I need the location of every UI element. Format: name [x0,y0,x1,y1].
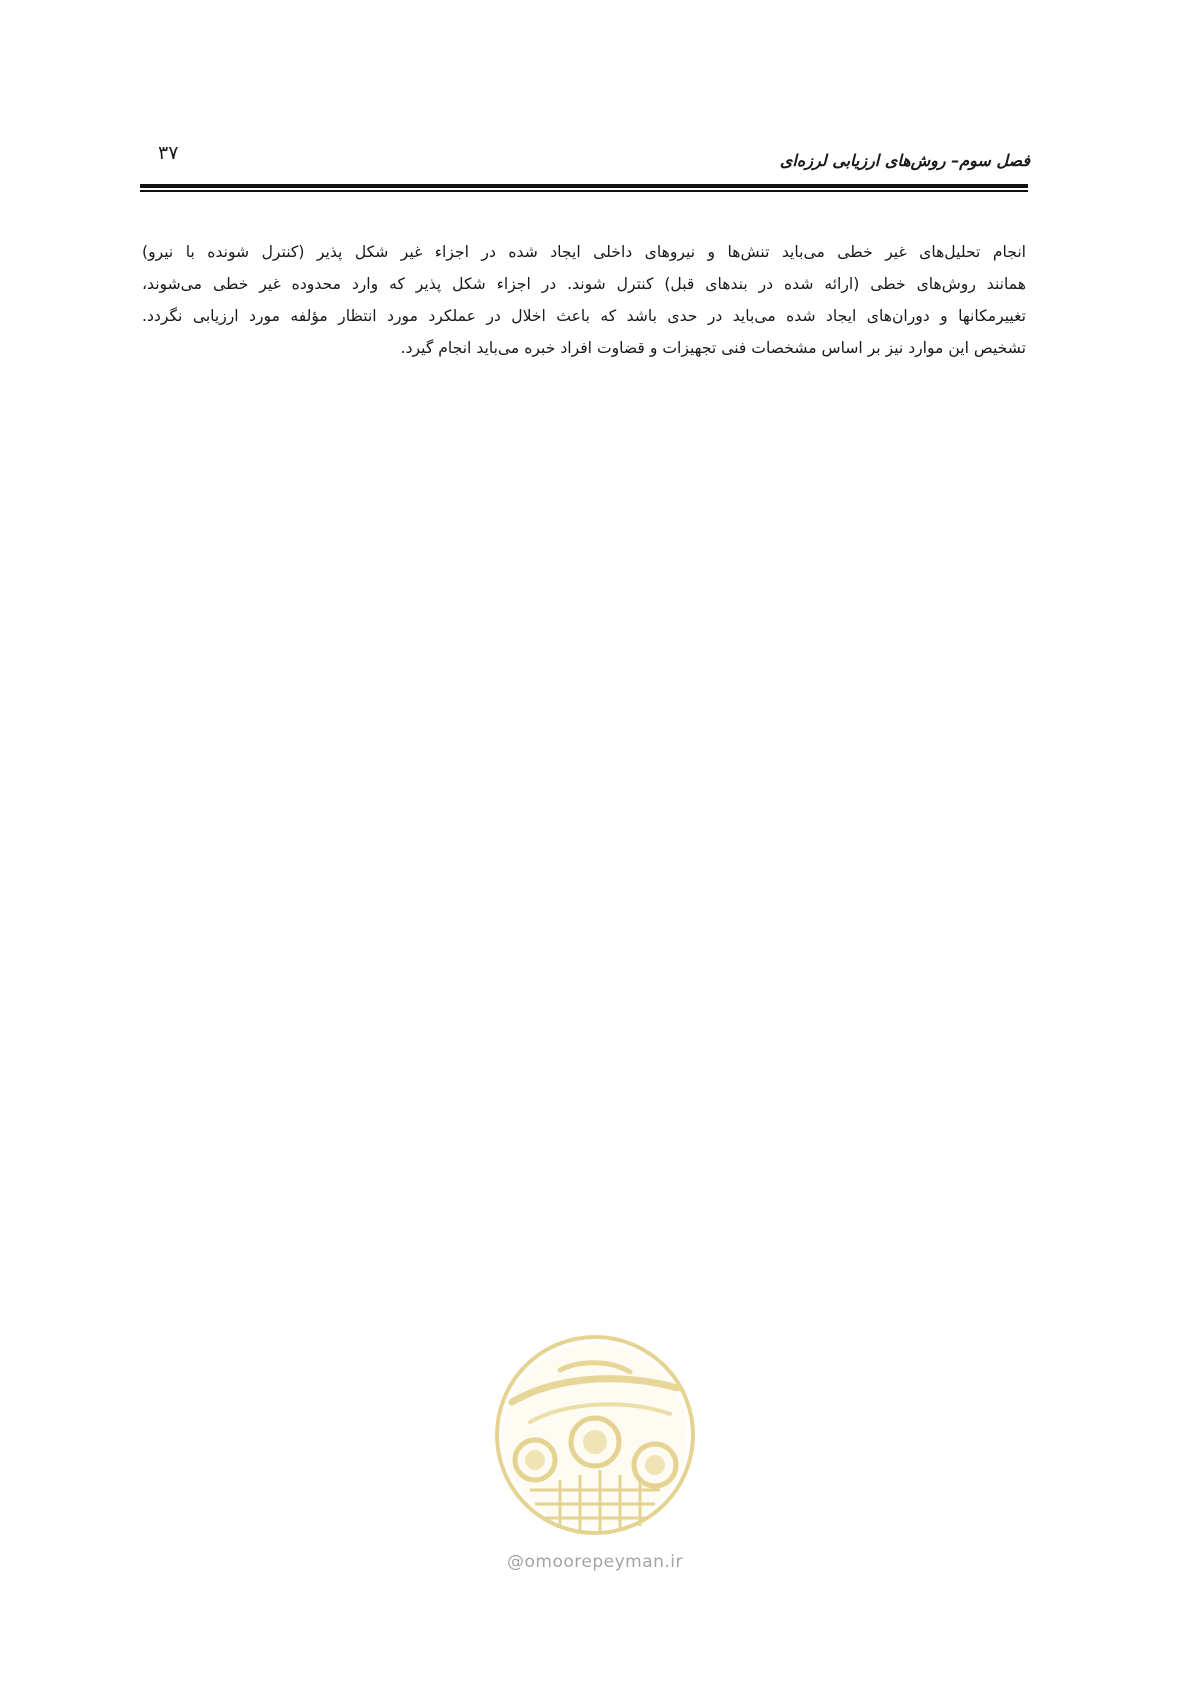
body-line: همانند روش‌های خطی (ارائه شده در بندهای قبل) کنترل شوند. در اجزاء شکل پذیر که وارد محدوده غیر خطی می‌شوند، [142,275,1026,293]
body-line: تغییرمکانها و دوران‌های ایجاد شده می‌باید در حدی باشد که باعث اخلال در عملکرد مورد انتظار مؤلفه مورد ارزیابی نگردد. [142,307,1026,325]
watermark-site-text: @omoorepeyman.ir [506,1552,684,1572]
running-header-title: فصل سوم– روش‌های ارزیابی لرزه‌ای [779,151,1030,170]
page-number: ۳۷ [158,142,179,164]
body-line: تشخیص این موارد نیز بر اساس مشخصات فنی تجهیزات و قضاوت افراد خبره می‌باید انجام گیرد. [400,339,1026,357]
header-rule-thick [140,184,1028,188]
body-paragraph [142,236,1026,364]
header-rule-thin [140,190,1028,192]
body-line: انجام تحلیل‌های غیر خطی می‌باید تنش‌ها و نیروهای داخلی ایجاد شده در اجزاء غیر شکل پذیر (کنترل شونده با نیرو) [142,243,1026,261]
watermark-emblem-icon [490,1330,700,1545]
watermark-logo [490,1330,700,1580]
